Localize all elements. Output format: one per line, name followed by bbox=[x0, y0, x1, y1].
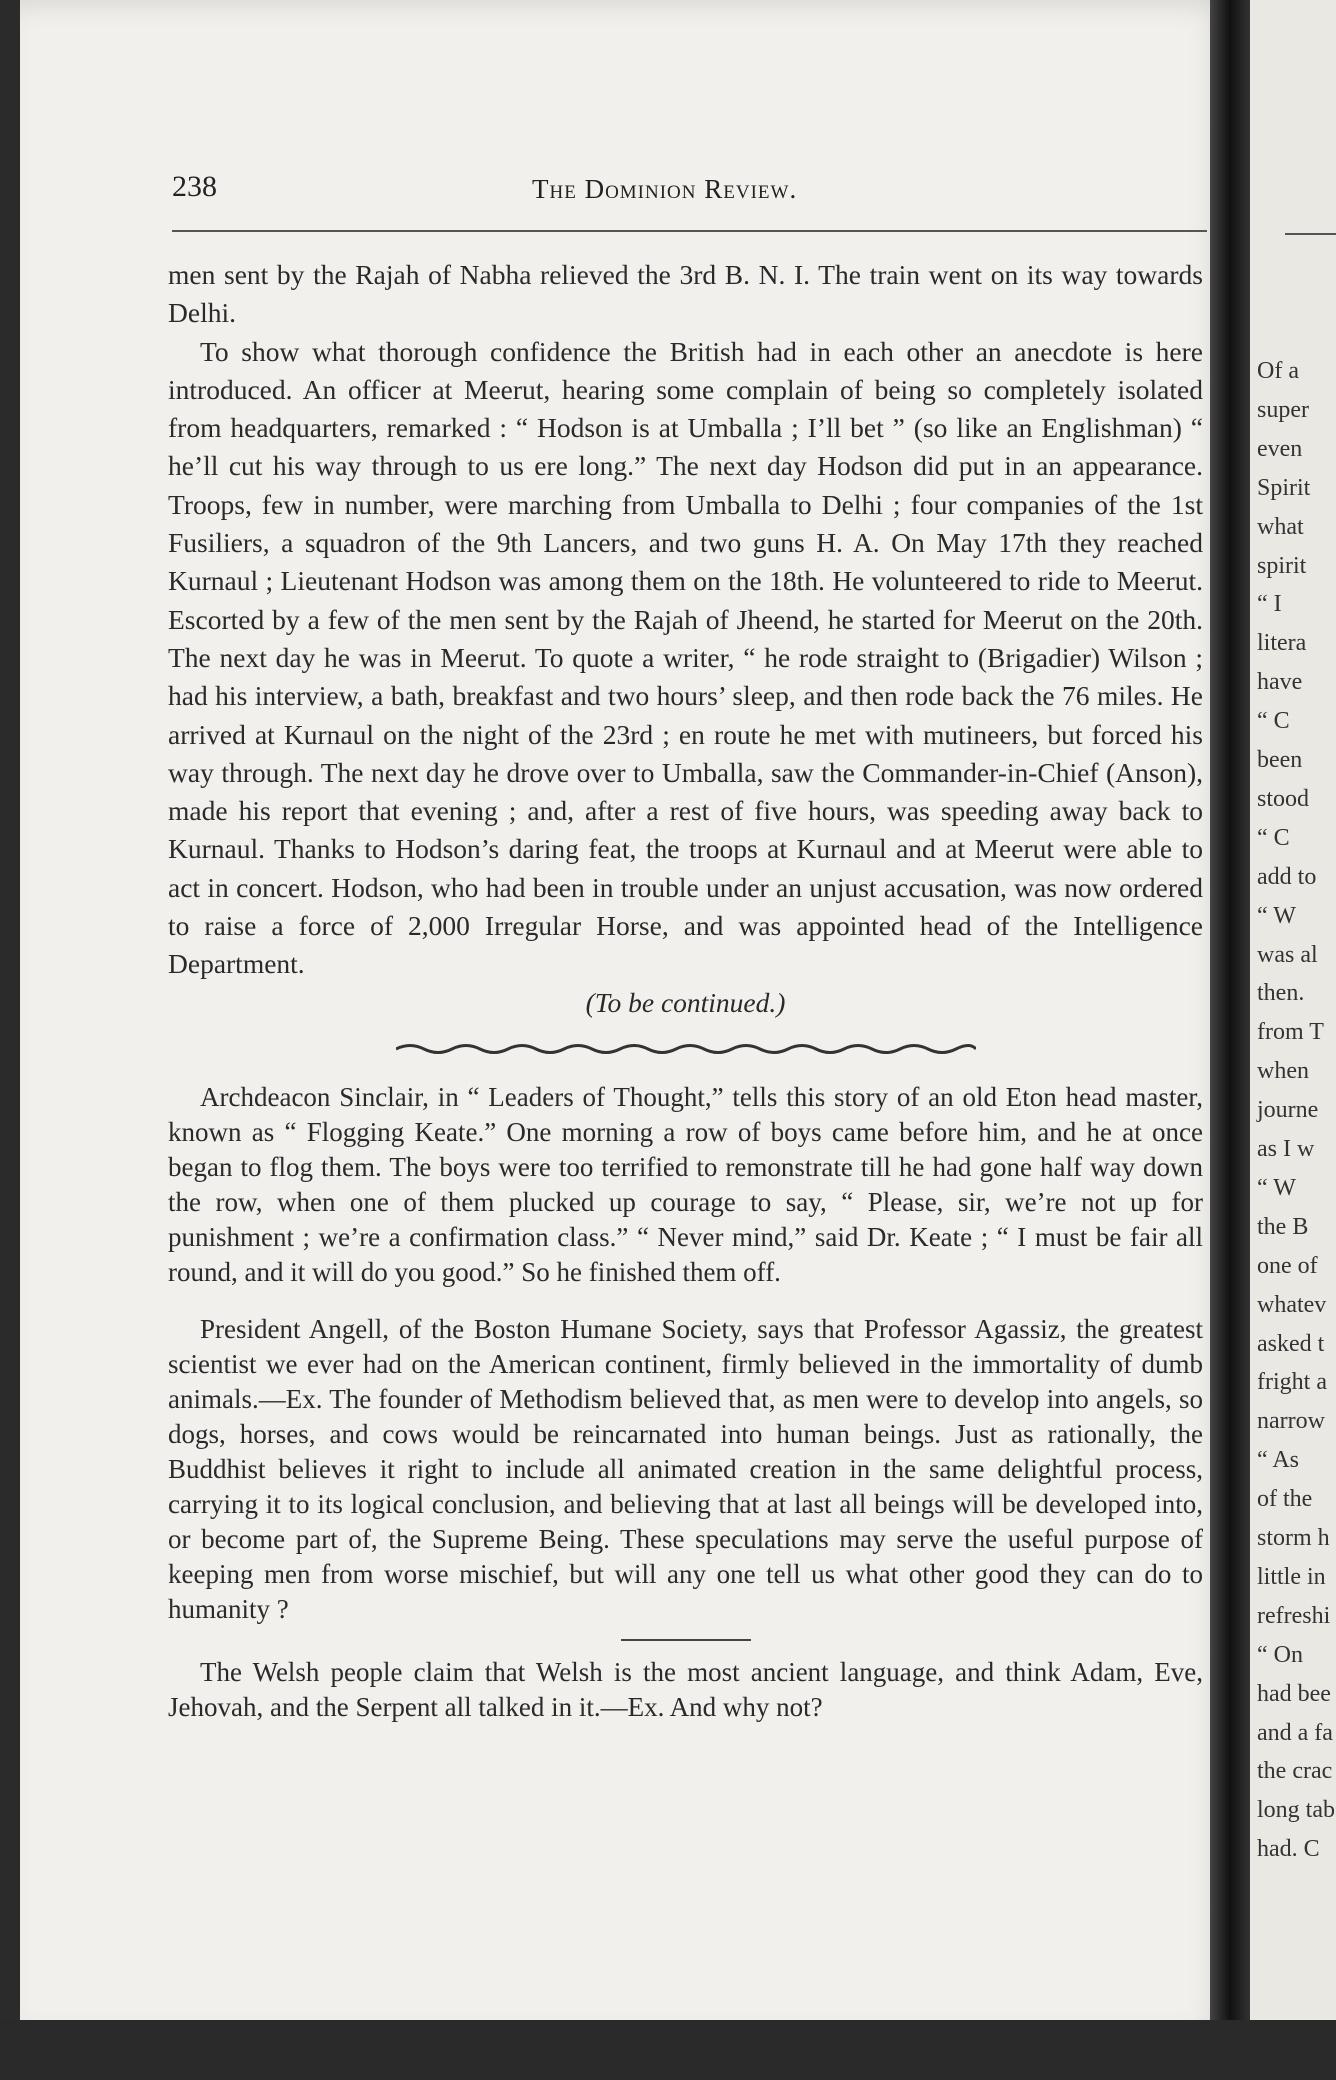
facing-page-line: of the bbox=[1257, 1486, 1313, 1513]
facing-page-line: asked t bbox=[1257, 1330, 1325, 1357]
facing-page-line: refreshi bbox=[1257, 1602, 1331, 1629]
facing-page-line: storm h bbox=[1257, 1525, 1330, 1551]
facing-page-line: little in bbox=[1257, 1563, 1326, 1590]
facing-page-line: spirit bbox=[1257, 552, 1307, 579]
facing-page-line: “ As bbox=[1257, 1447, 1299, 1474]
facing-page-line: add to bbox=[1257, 863, 1317, 890]
paragraph-continuation: men sent by the Rajah of Nabha relieved the 3rd B. N. I. The train went on its way towards Delhi. bbox=[168, 259, 1203, 329]
facing-page-line: super bbox=[1257, 396, 1309, 423]
running-title: The Dominion Review. bbox=[532, 174, 798, 204]
item-dumb-animals: President Angell, of the Boston Humane Society, says that Professor Agassiz, the greatest scientist we ever had on the American continent, firmly believed in the immortality of dumb animals.—Ex. The founder of Methodism believed that, as men were to develop into angels, so dogs, horses, and cows would be reincarnated into human beings. Just as rationally, the Buddhist believes it right to include all animated creation in the same delightful process, carrying it to its logical conclusion, and believing that at last all beings will be developed into, or become part of, the Supreme Being. These speculations may serve the useful purpose of keeping men from worse mischief, but will any one tell us what other good they can do to humanity ? bbox=[168, 1313, 1203, 1624]
item-flogging-keate: Archdeacon Sinclair, in “ Leaders of Thought,” tells this story of an old Eton head master, known as “ Flogging Keate.” One morning a row of boys came before him, and he at once began to flog them. The boys were too terrified to remonstrate till he had gone half way down the row, when one of them plucked up courage to say, “ Please, sir, we’re not up for punishment ; we’re a confirmation class.” “ Never mind,” said Dr. Keate ; “ I must be fair all round, and it will do you good.” So he finished them off. bbox=[168, 1081, 1203, 1287]
page-body bbox=[168, 256, 1203, 1725]
facing-page-line: fright a bbox=[1257, 1369, 1327, 1396]
facing-page-line: was al bbox=[1257, 941, 1318, 968]
facing-page-line: then. bbox=[1257, 980, 1305, 1007]
to-be-continued: (To be continued.) bbox=[585, 986, 786, 1018]
paragraph-hodson-anecdote: To show what thorough confidence the British had in each other an anecdote is here introduced. An officer at Meerut, hearing some complain of being so completely isolated from headquarters, remarked : “ Hodson is at Umballa ; I’ll bet ” (so like an Englishman) “ he’ll cut his way through to us ere long.” The next day Hodson did put in an appearance. Troops, few in number, were marching from Umballa to Delhi ; four companies of the 1st Fusiliers, a squadron of the 9th Lancers, and two guns H. A. On May 17th they reached Kurnaul ; Lieutenant Hodson was among them on the 18th. He volunteered to ride to Meerut. Escorted by a few of the men sent by the Rajah of Jheend, he started for Meerut on the 20th. The next day he was in Meerut. To quote a writer, “ he rode straight to (Brigadier) Wilson ; had his interview, a bath, breakfast and two hours’ sleep, and then rode back the 76 miles. He arrived at Kurnaul on the night of the 23rd ; en route he met with mutineers, but forced his way through. The next day he drove over to Umballa, saw the Commander-in-Chief (Anson), made his report that evening ; and, after a rest of five hours, was speeding away back to Kurnaul. Thanks to Hodson’s daring feat, the troops at Kurnaul and at Meerut were able to act in concert. Hodson, who had been in trouble under an unjust accusation, was now ordered to raise a force of 2,000 Irregular Horse, and was appointed head of the Intelligence Department. bbox=[168, 335, 1203, 980]
facing-page-line: “ On bbox=[1257, 1641, 1303, 1668]
facing-page-line: whatev bbox=[1257, 1291, 1327, 1318]
facing-page-line: been bbox=[1257, 747, 1303, 773]
facing-page-line: “ C bbox=[1257, 824, 1290, 851]
header-rule bbox=[172, 230, 1207, 232]
item-welsh-language: The Welsh people claim that Welsh is the most ancient language, and think Adam, Eve, Jehovah, and the Serpent all talked in it.—Ex. And why not? bbox=[168, 1656, 1203, 1722]
facing-page-line: from T bbox=[1257, 1019, 1324, 1046]
facing-page-line: when bbox=[1257, 1058, 1309, 1085]
scan-bottom-edge bbox=[0, 2020, 1336, 2080]
facing-page-line: “ W bbox=[1257, 902, 1296, 929]
book-gutter bbox=[1210, 0, 1250, 2080]
facing-page-line: one of bbox=[1257, 1252, 1318, 1279]
facing-page-line: “ C bbox=[1257, 708, 1290, 735]
facing-page-line: litera bbox=[1257, 630, 1307, 657]
facing-page-line: had. C bbox=[1257, 1836, 1320, 1863]
facing-page-line: “ I bbox=[1257, 591, 1282, 618]
facing-page-line: Of a bbox=[1257, 358, 1299, 384]
facing-page-line: the crac bbox=[1257, 1758, 1333, 1785]
facing-page-line: long tab bbox=[1257, 1797, 1335, 1824]
facing-page-line: and a fa bbox=[1257, 1719, 1333, 1746]
wavy-divider bbox=[396, 1040, 976, 1058]
facing-page-edge bbox=[1245, 0, 1336, 2040]
page-number: 238 bbox=[172, 170, 217, 203]
facing-page-line: journe bbox=[1257, 1097, 1319, 1124]
facing-page-line: narrow bbox=[1257, 1408, 1325, 1435]
facing-page-rule bbox=[1285, 233, 1336, 235]
facing-page-line: what bbox=[1257, 513, 1304, 540]
facing-page-line: had bee bbox=[1257, 1680, 1331, 1707]
page-header bbox=[172, 170, 1207, 220]
facing-page-line: stood bbox=[1257, 785, 1310, 812]
facing-page-line: “ W bbox=[1257, 1174, 1296, 1201]
facing-page-line: have bbox=[1257, 669, 1303, 696]
facing-page-line: Spirit bbox=[1257, 474, 1311, 501]
short-rule bbox=[621, 1639, 751, 1641]
facing-page-line: even bbox=[1257, 435, 1303, 462]
facing-page-line: as I w bbox=[1257, 1136, 1315, 1162]
facing-page-line: the B bbox=[1257, 1213, 1309, 1240]
